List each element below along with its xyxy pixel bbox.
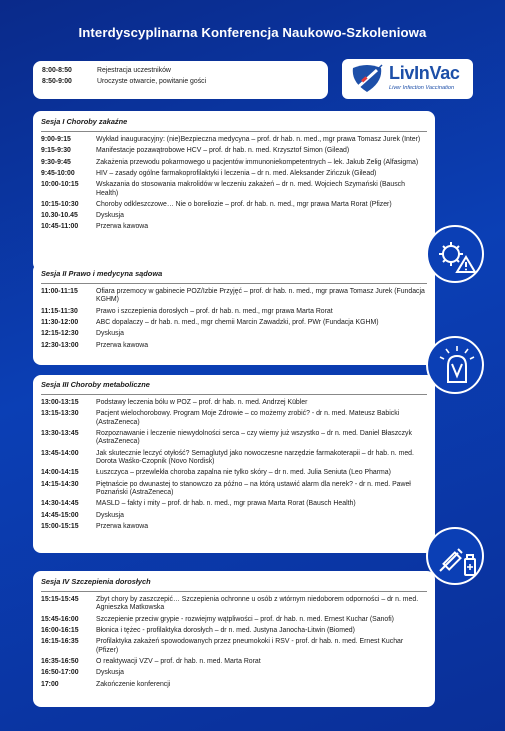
schedule-row	[41, 450, 427, 467]
schedule-row	[41, 159, 427, 167]
description: Manifestacje pozawątrobowe HCV – prof. dr hab. n. med. Krzysztof Simon (Gilead)	[96, 147, 350, 155]
description: Rejestracja uczestników	[97, 67, 171, 74]
divider	[41, 131, 427, 132]
session-card-4	[33, 571, 435, 707]
schedule-row	[41, 170, 427, 178]
schedule-row	[41, 212, 427, 220]
schedule-row	[42, 78, 319, 86]
description: Profilaktyka zakażeń spowodowanych przez pneumokoki i RSV - prof. dr hab. n. med. Ernest Kuchar (Pfizer)	[96, 638, 404, 654]
description: Dyskusja	[96, 511, 124, 519]
schedule-row	[41, 288, 427, 305]
time: 12:15-12:30	[41, 330, 79, 338]
time: 14:15-14:30	[41, 480, 79, 488]
description: Piętnaście po dwunastej to stanowczo za późno – na którą ustawić alarm dla nerek? - dr n. med. Paweł Poznański (AstraZeneca)	[96, 480, 411, 497]
schedule-row	[41, 201, 427, 209]
time: 16:15-16:35	[41, 638, 79, 646]
schedule-row	[41, 410, 427, 427]
schedule-row	[41, 147, 427, 155]
schedule-row	[41, 638, 427, 655]
time: 12:30-13:00	[41, 341, 79, 349]
time: 16:35-16:50	[41, 658, 79, 665]
time: 16:50-17:00	[41, 669, 79, 677]
time: 13:45-14:00	[41, 449, 79, 457]
session-card-1	[33, 111, 435, 271]
time: 8:50-9:00	[42, 78, 72, 86]
schedule-row	[41, 616, 427, 624]
description: Rozpoznawanie i leczenie niewydolności serca – czy wiemy już wszystko – dr n. med. Daniel Błaszczyk (AstraZeneca)	[96, 430, 412, 446]
opening-card	[33, 61, 328, 99]
description: Zakończenie konferencji	[96, 680, 171, 688]
time: 11:00-11:15	[41, 288, 78, 295]
time: 13:00-13:15	[41, 399, 79, 406]
time: 14:00-14:15	[41, 469, 79, 477]
divider	[41, 591, 427, 592]
schedule-row	[41, 658, 427, 666]
time: 15:15-15:45	[41, 596, 79, 603]
schedule-row	[41, 308, 427, 316]
divider	[41, 394, 427, 395]
time: 10:15-10:30	[41, 200, 79, 208]
logo-tagline: Liver Infection Vaccination	[389, 85, 455, 91]
schedule-row	[41, 500, 427, 508]
divider	[41, 283, 427, 284]
schedule-row	[41, 430, 427, 447]
description: Ofiara przemocy w gabinecie POZ/Izbie Przyjęć – prof. dr hab. n. med., mgr prawa Tomasz Jurek (Fundacja KGHM)	[96, 288, 425, 304]
description: Przerwa kawowa	[96, 523, 149, 530]
time: 9:45-10:00	[41, 169, 75, 177]
time: 17:00	[41, 680, 59, 688]
schedule-row	[41, 596, 427, 613]
time: 10:45-11:00	[41, 223, 79, 231]
page-title: Interdyscyplinarna Konferencja Naukowo-Szkoleniowa	[78, 25, 427, 40]
time: 10:00-10:15	[41, 181, 79, 189]
schedule-row	[41, 181, 427, 198]
logo	[342, 59, 473, 99]
session-title: Sesja I Choroby zakaźne	[41, 117, 128, 126]
time: 9:15-9:30	[41, 147, 71, 155]
schedule-row	[41, 342, 427, 350]
time: 14:45-15:00	[41, 511, 79, 519]
schedule-row	[41, 136, 427, 144]
schedule-row	[41, 523, 427, 531]
logo-name: LivInVac	[389, 63, 460, 83]
time: 10.30-10.45	[41, 212, 78, 220]
session-card-2	[33, 263, 435, 365]
description: Przerwa kawowa	[96, 341, 149, 349]
description: MASLD – fakty i mity – prof. dr hab. n. med., mgr prawa Marta Rorat (Bausch Health)	[96, 500, 356, 508]
session-title: Sesja III Choroby metaboliczne	[41, 380, 150, 389]
description: Szczepienie przeciw grypie - rozwiejmy wątpliwości – prof. dr hab. n. med. Ernest Kuchar (Sanofi)	[96, 615, 394, 623]
syringe-vial-icon	[426, 527, 484, 585]
time: 11:15-11:30	[41, 307, 78, 315]
session-title: Sesja II Prawo i medycyna sądowa	[41, 269, 163, 278]
schedule-row	[41, 512, 427, 520]
syringe-logo-icon	[347, 62, 387, 96]
time: 9:00-9:15	[41, 136, 71, 143]
schedule-row	[41, 681, 427, 689]
description: Łuszczyca – przewlekła choroba zapalna nie tylko skóry – dr n. med. Julia Seniuta (Leo Pharma)	[96, 469, 391, 477]
virus-warning-icon	[426, 225, 484, 283]
description: HIV – zasady ogólne farmakoprofilaktyki i leczenia – dr n. med. Aleksander Zińczuk (Gilead)	[96, 169, 377, 177]
head-brain-icon	[426, 336, 484, 394]
description: Zakażenia przewodu pokarmowego u pacjentów immunoniekompetentnych – lek. Jakub Zelig (Alfasigma)	[96, 158, 419, 166]
description: Dyskusja	[96, 212, 124, 220]
time: 15:00-15:15	[41, 523, 79, 530]
time: 11:30-12:00	[41, 319, 79, 326]
description: ABC dopalaczy – dr hab. n. med., mgr chemii Marcin Zawadzki, prof. PWr (Fundacja KGHM)	[96, 319, 379, 326]
description: Dyskusja	[96, 330, 124, 338]
session-title: Sesja IV Szczepienia dorosłych	[41, 577, 151, 586]
description: Dyskusja	[96, 669, 124, 677]
schedule-row	[41, 319, 427, 327]
description: Przerwa kawowa	[96, 223, 149, 231]
schedule-row	[41, 627, 427, 635]
schedule-row	[41, 481, 427, 498]
schedule-row	[41, 330, 427, 338]
schedule-row	[41, 669, 427, 677]
schedule-row	[41, 223, 427, 231]
schedule-row	[42, 67, 319, 75]
time: 9:30-9:45	[41, 158, 71, 166]
description: Jak skutecznie leczyć otyłość? Semaglutyd jako nowoczesne narzędzie farmakoterapii – dr hab. n. med. Dorota Waśko-Czopnik (Novo Nordisk)	[96, 449, 414, 466]
schedule-row	[41, 469, 427, 477]
description: Podstawy leczenia bólu w POZ – prof. dr hab. n. med. Andrzej Kübler	[96, 399, 308, 406]
time: 14:30-14:45	[41, 500, 79, 508]
time: 16:00-16:15	[41, 627, 79, 634]
description: Prawo i szczepienia dorosłych – prof. dr hab. n. med., mgr prawa Marta Rorat	[96, 307, 333, 315]
time: 15:45-16:00	[41, 615, 79, 623]
description: Zbyt chory by zaszczepić… Szczepienia ochronne u osób z wtórnym niedoborem odporności – dr n. med. Agnieszka Matkowska	[96, 596, 419, 612]
time: 13:30-13:45	[41, 430, 79, 437]
session-card-3	[33, 375, 435, 553]
description: Wskazania do stosowania makrolidów w leczeniu zakażeń – dr n. med. Wojciech Szymański (Bausch Health)	[96, 181, 405, 197]
schedule-row	[41, 399, 427, 407]
description: O reaktywacji VZV – prof. dr hab. n. med. Marta Rorat	[96, 658, 261, 665]
description: Wykład inauguracyjny: (nie)Bezpieczna medycyna – prof. dr hab. n. med., mgr prawa Tomasz Jurek (Inter)	[96, 136, 421, 143]
description: Błonica i tężec - profilaktyka dorosłych – dr n. med. Justyna Janocha-Litwin (Biomed)	[96, 627, 355, 634]
description: Uroczyste otwarcie, powitanie gości	[97, 78, 207, 86]
description: Pacjent wielochorobowy. Program Moje Zdrowie – co możemy zrobić? - dr n. med. Mateusz Babicki (AstraZeneca)	[96, 410, 400, 426]
description: Choroby odkleszczowe… Nie o boreliozie – prof. dr hab. n. med., mgr prawa Marta Rorat (Pfizer)	[96, 200, 392, 208]
time: 13:15-13:30	[41, 410, 79, 418]
time: 8:00-8:50	[42, 67, 72, 74]
